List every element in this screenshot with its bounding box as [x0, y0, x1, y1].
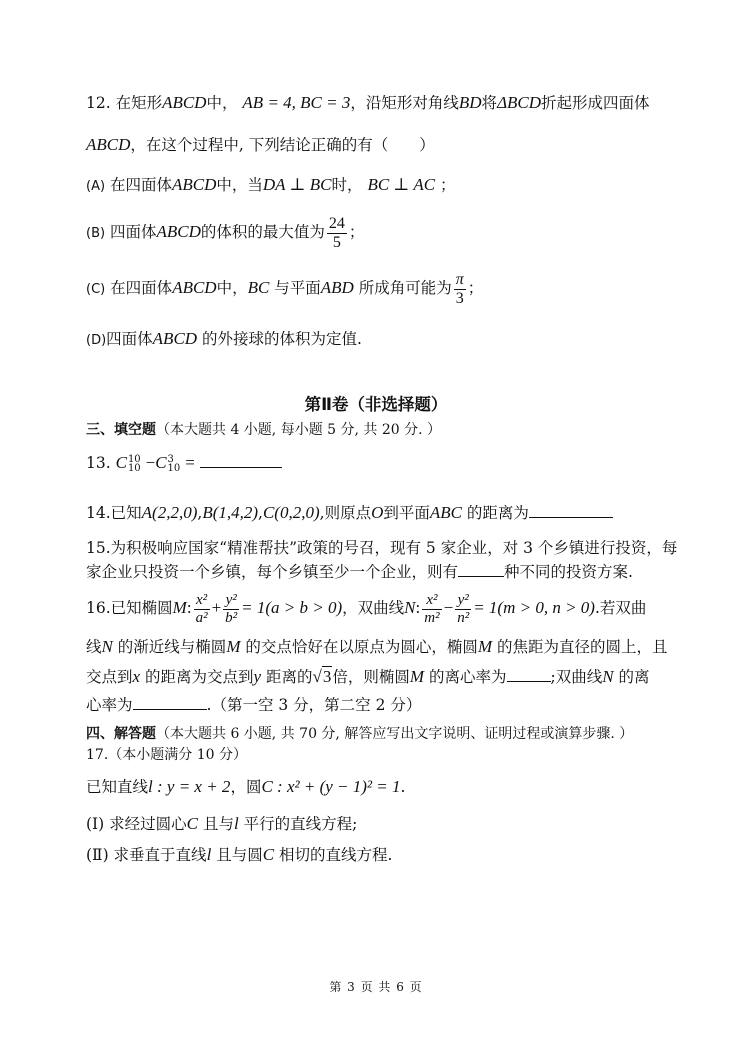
- math-ellipse-rest: = 1(a > b > 0): [241, 598, 343, 617]
- sub: 10: [167, 463, 181, 474]
- q14-text: 的距离为: [466, 504, 529, 522]
- option-text: 的体积的最大值为: [200, 223, 325, 241]
- q16-text: 线: [86, 638, 102, 656]
- fraction-denominator: m²: [424, 609, 440, 626]
- math-n: N: [101, 637, 113, 656]
- math-c: C: [186, 814, 198, 833]
- q16-line2: [86, 636, 668, 658]
- fraction-pi-3: [454, 271, 466, 308]
- q16-text: 的焦距为直径的圆上，且: [497, 638, 668, 656]
- q12-line2: [86, 134, 668, 156]
- q16-line4: [86, 694, 668, 716]
- fraction-denominator: 5: [332, 233, 341, 251]
- section-head: 三、填空题: [86, 422, 156, 438]
- minus-sign: −: [443, 598, 454, 617]
- math-m: M: [409, 667, 425, 686]
- math-abcd: ABCD: [162, 93, 207, 112]
- q13: [86, 452, 668, 474]
- q12-option-b: [86, 212, 668, 254]
- math-abcd: ABCD: [152, 329, 198, 348]
- option-text: ；: [467, 279, 484, 297]
- section4-heading: [86, 722, 668, 745]
- option-text: 中，: [216, 279, 248, 297]
- comb-index-2: [168, 455, 181, 473]
- answer-blank[interactable]: [529, 503, 613, 518]
- q16-text: 的渐近线与椭圆: [117, 638, 227, 656]
- q17-part2: [86, 844, 668, 866]
- section-desc: （本大题共 6 小题, 共 70 分, 解答应写出文字说明、证明过程或演算步骤. ）: [156, 726, 634, 742]
- option-label: (D): [86, 333, 107, 348]
- q17-part1: [86, 813, 668, 835]
- q16-text: 的距离为交点到: [145, 668, 254, 686]
- math-bc: BC: [247, 278, 270, 297]
- fraction-denominator: n²: [457, 609, 470, 626]
- q16-text: 倍，则椭圆: [332, 668, 410, 686]
- math-line-eq: l : y = x + 2: [148, 777, 231, 796]
- math-abcd: ABCD: [172, 175, 217, 194]
- fraction-numerator: x²: [194, 592, 210, 610]
- page-footer: 第 3 页 共 6 页: [329, 980, 423, 994]
- q17-text: 且与: [202, 815, 234, 833]
- q16-text: 交点到: [86, 668, 133, 686]
- math-abd: ABD: [320, 278, 354, 297]
- math-given: AB = 4, BC = 3: [242, 93, 351, 112]
- math-hyperbola-rest: = 1(m > 0, n > 0): [473, 598, 595, 617]
- q17-text: 已知直线: [86, 778, 149, 796]
- q16-text: 距离的: [266, 668, 313, 686]
- q15-line2: [86, 561, 668, 583]
- equals-sign: =: [185, 453, 195, 472]
- q17-given: [86, 776, 668, 798]
- option-text: 所成角可能为: [358, 279, 452, 297]
- section-desc: （本大题共 4 小题, 每小题 5 分, 共 20 分. ）: [156, 422, 442, 438]
- q17-text: (Ⅱ) 求垂直于直线: [86, 846, 207, 864]
- fraction-denominator: 3: [455, 289, 464, 307]
- fraction-numerator: y²: [455, 592, 471, 610]
- fraction-denominator: a²: [195, 609, 208, 626]
- q12-text: 折起形成四面体: [541, 94, 650, 112]
- math-m: M: [477, 637, 493, 656]
- q16-text: 的交点恰好在以原点为圆心，椭圆: [245, 638, 478, 656]
- math-c: C: [115, 453, 127, 472]
- math-c: C: [155, 453, 167, 472]
- q16-text: 心率为: [86, 696, 133, 714]
- q12-text: ，沿矩形对角线: [350, 94, 459, 112]
- part2-title: 第Ⅱ卷（非选择题）: [304, 395, 448, 414]
- q16-line1: [86, 588, 668, 628]
- math-o: O: [371, 503, 384, 522]
- sub: 10: [127, 463, 141, 474]
- sqrt-symbol: √: [312, 667, 322, 686]
- option-label: (B): [86, 226, 106, 241]
- option-text: 时，: [331, 176, 363, 194]
- option-text: ；: [440, 176, 456, 194]
- colon: :: [186, 598, 192, 617]
- question-label: 16.已知椭圆: [86, 599, 173, 617]
- q16-text: 的离: [618, 668, 650, 686]
- q12-option-a: [86, 174, 668, 198]
- q17-text: 平行的直线方程;: [243, 815, 358, 833]
- fraction-24-5: [327, 215, 347, 252]
- q14: 14.已知A(2,2,0),B(1,4,2),C(0,2,0),则原点O到平面ABC 的距离为: [86, 502, 668, 524]
- q17-text: .: [400, 778, 406, 796]
- math-abcd: ABCD: [86, 135, 131, 154]
- fraction-numerator: y²: [223, 592, 239, 610]
- option-label: (A): [86, 179, 106, 194]
- fraction-y2-b2: [223, 592, 239, 627]
- q12-text: 中，: [206, 94, 238, 112]
- q16-line3: [86, 666, 668, 688]
- section3-heading: [86, 418, 668, 441]
- q17-text: (Ⅰ) 求经过圆心: [86, 815, 187, 833]
- fraction-numerator: x²: [422, 592, 441, 610]
- comb-index-1: [128, 455, 141, 473]
- answer-blank[interactable]: [458, 562, 504, 577]
- q12-option-d: [86, 328, 668, 352]
- q15-line1: 15.为积极响应国家“精准帮扶”政策的号召，现有 5 家企业，对 3 个乡镇进行投资，每: [86, 539, 678, 557]
- sqrt-radicand: 3: [322, 667, 332, 686]
- answer-blank-2[interactable]: [133, 695, 207, 710]
- sup: 10: [127, 454, 141, 465]
- math-bd: BD: [458, 93, 482, 112]
- q16-text: .（第一空 3 分，第二空 2 分）: [206, 696, 422, 714]
- question-label: 13.: [86, 454, 111, 472]
- math-triangle-bcd: ΔBCD: [497, 93, 542, 112]
- math-point-c: C(0,2,0): [262, 503, 320, 522]
- answer-blank-1[interactable]: [507, 667, 551, 682]
- q12-text: 将: [481, 94, 498, 112]
- plus-sign: +: [211, 598, 222, 617]
- sqrt-3: [313, 666, 333, 686]
- q17-text: 且与圆: [216, 846, 263, 864]
- q15-text: 种不同的投资方案.: [504, 563, 633, 581]
- fraction-numerator: π: [455, 270, 464, 288]
- math-c: C: [262, 845, 275, 864]
- math-x: x: [132, 667, 141, 686]
- option-text: 四面体: [110, 223, 157, 241]
- math-result: BC ⊥ AC: [367, 175, 436, 194]
- option-text: 四面体: [106, 330, 153, 348]
- math-l: l: [206, 845, 212, 864]
- q16-text: ;双曲线: [550, 668, 603, 686]
- answer-blank[interactable]: [200, 453, 282, 468]
- math-m: M: [172, 598, 187, 617]
- math-l: l: [233, 814, 239, 833]
- math-abcd: ABCD: [172, 278, 217, 297]
- q14-text: ,则原点: [319, 504, 372, 522]
- option-text: 的外接球的体积为定值.: [202, 330, 362, 348]
- option-label: (C): [86, 282, 106, 297]
- math-m: M: [226, 637, 241, 656]
- minus-sign: −: [145, 453, 156, 472]
- math-abc: ABC: [429, 503, 462, 522]
- q12-text: ，在这个过程中, 下列结论正确的有（ ）: [130, 136, 435, 154]
- math-abcd: ABCD: [156, 222, 201, 241]
- q12-line1: [86, 92, 668, 114]
- fraction-x2-m2: [422, 592, 441, 627]
- option-text: 中，当: [216, 176, 263, 194]
- q16-text: 的离心率为: [428, 668, 507, 686]
- q16-text: ，双曲线: [342, 599, 405, 617]
- q17-text: 相切的直线方程.: [279, 846, 393, 864]
- sup: 3: [167, 454, 174, 465]
- option-text: 与平面: [274, 279, 321, 297]
- option-text: ；: [348, 223, 365, 241]
- option-text: 在四面体: [110, 279, 173, 297]
- math-n: N: [602, 667, 614, 686]
- math-y: y: [253, 667, 262, 686]
- math-point-a: A(2,2,0): [141, 503, 198, 522]
- question-label: 14.已知: [86, 504, 142, 522]
- option-text: 在四面体: [109, 176, 172, 194]
- q17-label: 17.（本小题满分 10 分）: [86, 747, 247, 763]
- fraction-denominator: b²: [225, 609, 238, 626]
- q12-text: 12. 在矩形: [86, 94, 163, 112]
- q16-text: .若双曲: [594, 599, 647, 617]
- fraction-x2-a2: [194, 592, 210, 627]
- q15-text: 家企业只投资一个乡镇，每个乡镇至少一个企业，则有: [86, 563, 459, 581]
- q17-text: ，圆: [230, 778, 262, 796]
- q14-text: 到平面: [383, 504, 430, 522]
- fraction-numerator: 24: [328, 214, 345, 232]
- colon: :: [415, 598, 421, 617]
- section-head: 四、解答题: [86, 726, 156, 742]
- q12-option-c: [86, 268, 668, 310]
- math-circle-eq: C : x² + (y − 1)² = 1: [261, 777, 401, 796]
- math-point-b: B(1,4,2): [202, 503, 259, 522]
- math-condition: DA ⊥ BC: [262, 175, 332, 194]
- math-n: N: [404, 598, 416, 617]
- fraction-y2-n2: [455, 592, 471, 627]
